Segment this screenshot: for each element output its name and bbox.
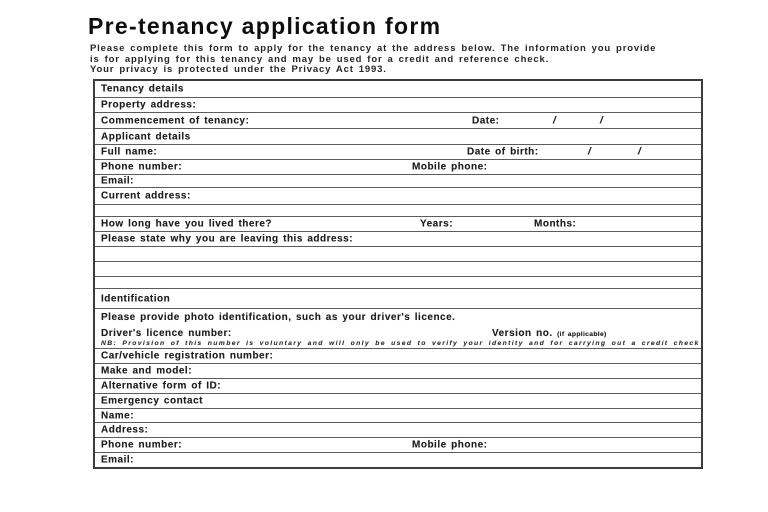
mobile-label: Mobile phone: bbox=[412, 439, 488, 451]
field-label: Full name: bbox=[101, 146, 158, 158]
row-blank bbox=[95, 247, 701, 262]
row-car-registration bbox=[95, 349, 701, 364]
row-property-address bbox=[95, 98, 701, 113]
field-label: Car/vehicle registration number: bbox=[101, 350, 274, 362]
date-slash: / bbox=[553, 115, 557, 126]
section-applicant-details bbox=[95, 129, 701, 145]
section-label: Emergency contact bbox=[101, 395, 203, 407]
field-label: Alternative form of ID: bbox=[101, 380, 222, 392]
intro-line: Your privacy is protected under the Privacy Act 1993. bbox=[90, 64, 387, 75]
field-label: Phone number: bbox=[101, 161, 183, 173]
row-leaving-reason bbox=[95, 232, 701, 247]
row-emergency-email bbox=[95, 453, 701, 467]
intro-line: Please complete this form to apply for the tenancy at the address below. The information you provide bbox=[90, 43, 657, 54]
field-label: Make and model: bbox=[101, 365, 193, 377]
section-emergency-contact bbox=[95, 394, 701, 409]
row-identification-details bbox=[95, 309, 701, 349]
field-label: Property address: bbox=[101, 99, 197, 111]
row-commencement bbox=[95, 113, 701, 129]
field-label: How long have you lived there? bbox=[101, 218, 273, 230]
date-slash: / bbox=[600, 115, 604, 126]
application-form-table bbox=[93, 79, 703, 469]
field-label: Email: bbox=[101, 175, 135, 187]
row-phone bbox=[95, 160, 701, 175]
nb-fine-print: NB: Provision of this number is voluntary and will only be used to verify your identity and for carrying out a credit check bbox=[101, 340, 700, 347]
row-alternative-id bbox=[95, 379, 701, 394]
field-label: Phone number: bbox=[101, 439, 183, 451]
months-label: Months: bbox=[534, 218, 577, 230]
photo-id-text: Please provide photo identification, such as your driver's licence. bbox=[101, 312, 456, 323]
field-label: Address: bbox=[101, 424, 149, 436]
row-emergency-name bbox=[95, 409, 701, 423]
section-tenancy-details bbox=[95, 81, 701, 98]
section-label: Identification bbox=[101, 293, 171, 304]
field-label: Please state why you are leaving this address: bbox=[101, 233, 354, 245]
section-label: Applicant details bbox=[101, 131, 191, 142]
page-title: Pre-tenancy application form bbox=[88, 13, 442, 39]
row-emergency-phone bbox=[95, 438, 701, 453]
row-blank bbox=[95, 205, 701, 217]
row-make-model bbox=[95, 364, 701, 379]
row-full-name bbox=[95, 145, 701, 160]
row-blank bbox=[95, 262, 701, 277]
field-label: Commencement of tenancy: bbox=[101, 115, 250, 126]
version-number-label: Version no. (if applicable) bbox=[492, 328, 607, 339]
row-emergency-address bbox=[95, 423, 701, 438]
licence-number-label: Driver's licence number: bbox=[101, 328, 232, 339]
years-label: Years: bbox=[420, 218, 454, 230]
field-label: Name: bbox=[101, 410, 135, 421]
row-lived-there bbox=[95, 217, 701, 232]
section-identification bbox=[95, 289, 701, 309]
date-slash: / bbox=[638, 146, 642, 158]
row-blank bbox=[95, 277, 701, 289]
dob-label: Date of birth: bbox=[467, 146, 539, 158]
intro-line: is for applying for this tenancy and may be used for a credit and reference check. bbox=[90, 53, 550, 65]
section-label: Tenancy details bbox=[101, 83, 184, 95]
field-label: Email: bbox=[101, 454, 135, 466]
field-label: Current address: bbox=[101, 190, 191, 202]
row-email bbox=[95, 175, 701, 188]
mobile-label: Mobile phone: bbox=[412, 161, 488, 173]
date-slash: / bbox=[588, 146, 592, 158]
intro-text bbox=[90, 44, 656, 76]
row-current-address bbox=[95, 188, 701, 205]
date-label: Date: bbox=[472, 115, 500, 126]
